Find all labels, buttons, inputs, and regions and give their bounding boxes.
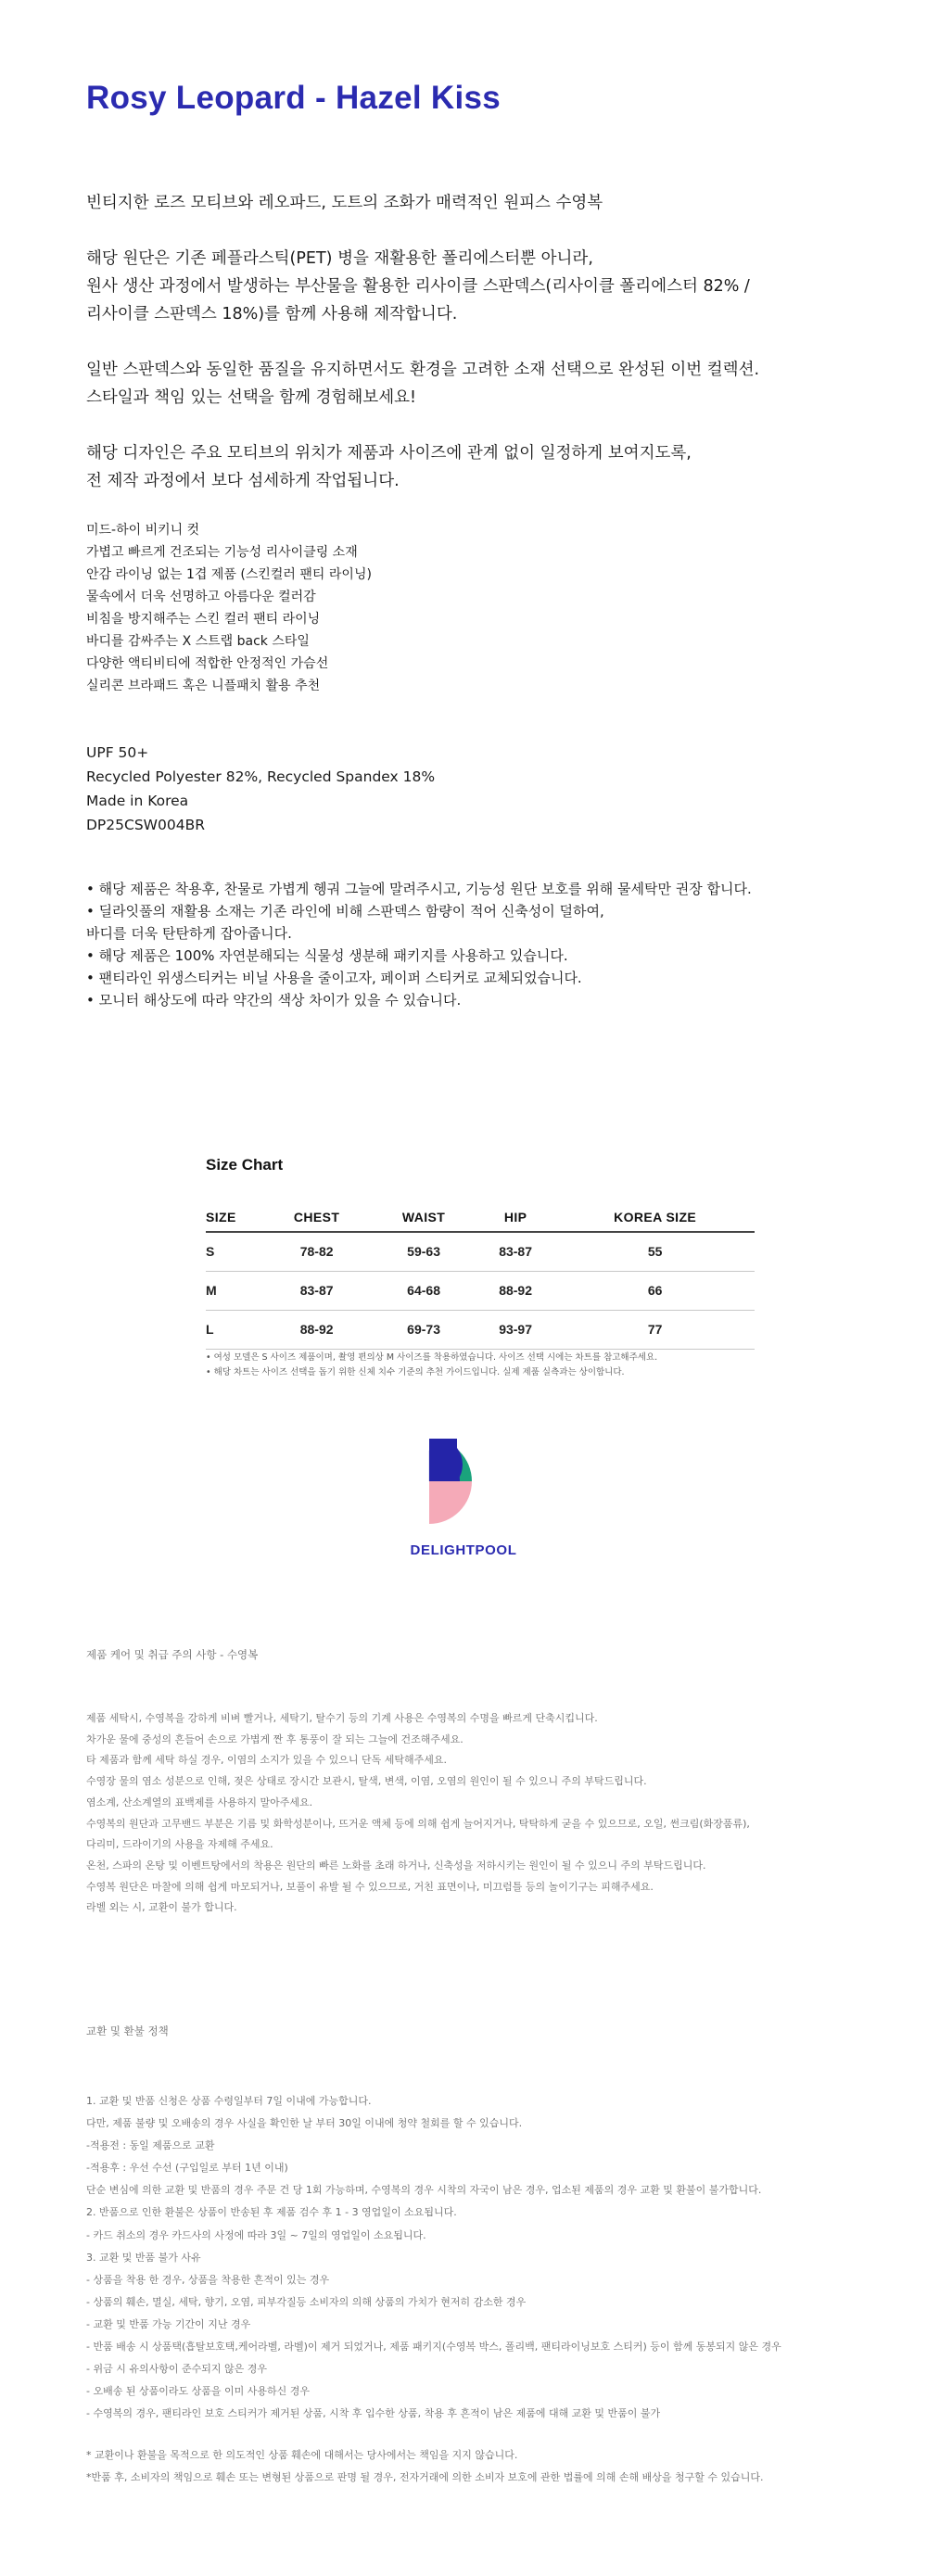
header-size: SIZE xyxy=(206,1202,261,1232)
note-item: 바디를 더욱 탄탄하게 잡아줍니다. xyxy=(86,925,292,942)
feature-item: 다양한 액티비티에 적합한 안정적인 가슴선 xyxy=(86,656,329,671)
disclaimer xyxy=(86,2444,763,2489)
intro-line: 전 제작 과정에서 보다 섬세하게 작업됩니다. xyxy=(86,472,400,490)
exchange-line: -적용후 : 우선 수선 (구입일로 부터 1년 이내) xyxy=(86,2162,288,2175)
exchange-line: - 상품의 훼손, 멸실, 세탁, 향기, 오염, 피부각질등 소비자의 의해 상품의 가치가 현저히 감소한 경우 xyxy=(86,2295,527,2308)
intro-line: 해당 디자인은 주요 모티브의 위치가 제품과 사이즈에 관계 없이 일정하게 보여지도록, xyxy=(86,444,692,463)
intro-paragraph-1 xyxy=(86,189,883,217)
spec-list xyxy=(86,741,435,837)
header-korea-size: KOREA SIZE xyxy=(555,1202,755,1232)
cell-chest: 83-87 xyxy=(261,1271,372,1310)
exchange-heading: 교환 및 환불 정책 xyxy=(86,2024,169,2037)
intro-line: 일반 스판덱스와 동일한 품질을 유지하면서도 환경을 고려한 소재 선택으로 완성된 이번 컬렉션. xyxy=(86,361,760,379)
disclaimer-line: *반품 후, 소비자의 책임으로 훼손 또는 변형된 상품으로 판명 될 경우, 전자거래에 의한 소비자 보호에 관한 법률에 의해 손해 배상을 청구할 수 있습니다. xyxy=(86,2471,764,2483)
table-row xyxy=(206,1271,755,1310)
cell-korea-size: 66 xyxy=(555,1271,755,1310)
exchange-line: - 위금 시 유의사항이 준수되지 않은 경우 xyxy=(86,2363,267,2376)
exchange-line: 3. 교환 및 반품 불가 사유 xyxy=(86,2251,201,2264)
note-item: • 딜라잇풀의 재활용 소재는 기존 라인에 비해 스판덱스 함량이 적어 신축성이 덜하여, xyxy=(86,903,604,920)
exchange-line: 단순 변심에 의한 교환 및 반품의 경우 주문 건 당 1회 가능하며, 수영복의 경우 시착의 자국이 남은 경우, 업소된 제품의 경우 교환 및 환불이 불가합니다. xyxy=(86,2184,762,2197)
exchange-policy xyxy=(86,2090,781,2425)
disclaimer-line: * 교환이나 환불을 목적으로 한 의도적인 상품 훼손에 대해서는 당사에서는 책임을 지지 않습니다. xyxy=(86,2449,518,2461)
exchange-line: - 상품을 착용 한 경우, 상품을 착용한 흔적이 있는 경우 xyxy=(86,2273,330,2286)
intro-paragraph-4 xyxy=(86,439,883,495)
feature-item: 미드-하이 비키니 컷 xyxy=(86,523,200,538)
care-line: 염소계, 산소계열의 표백제를 사용하지 말아주세요. xyxy=(86,1796,313,1808)
logo-pink-shape xyxy=(429,1481,472,1524)
cell-waist: 69-73 xyxy=(372,1310,476,1349)
cell-waist: 59-63 xyxy=(372,1232,476,1271)
feature-item: 물속에서 더욱 선명하고 아름다운 컬러감 xyxy=(86,590,316,604)
brand-name: DELIGHTPOOL xyxy=(410,1542,517,1558)
spec-material: Recycled Polyester 82%, Recycled Spandex 18% xyxy=(86,768,436,785)
feature-item: 가볍고 빠르게 건조되는 기능성 리사이클링 소재 xyxy=(86,545,358,560)
size-chart-title: Size Chart xyxy=(206,1156,284,1174)
cell-size: L xyxy=(206,1310,261,1349)
note-item: • 팬티라인 위생스티커는 비닐 사용을 줄이고자, 페이퍼 스티커로 교체되었습니다. xyxy=(86,970,582,986)
intro-paragraph-2 xyxy=(86,245,883,328)
header-hip: HIP xyxy=(476,1202,555,1232)
feature-list xyxy=(86,519,372,697)
table-row xyxy=(206,1310,755,1349)
exchange-line: 2. 반품으로 인한 환불은 상품이 반송된 후 제품 검수 후 1 - 3 영업일이 소요됩니다. xyxy=(86,2206,457,2219)
feature-item: 비침을 방지해주는 스킨 컬러 팬티 라이닝 xyxy=(86,612,321,627)
intro-line: 빈티지한 로즈 모티브와 레오파드, 도트의 조화가 매력적인 원피스 수영복 xyxy=(86,194,603,212)
care-heading: 제품 케어 및 취급 주의 사항 - 수영복 xyxy=(86,1648,259,1661)
care-line: 라벨 외는 시, 교환이 불가 합니다. xyxy=(86,1901,237,1914)
exchange-line: 다만, 제품 불량 및 오배송의 경우 사실을 확인한 날 부터 30일 이내에 청약 철회를 할 수 있습니다. xyxy=(86,2117,523,2130)
intro-line: 원사 생산 과정에서 발생하는 부산물을 활용한 리사이클 스판덱스(리사이클 폴리에스터 82% / xyxy=(86,277,750,296)
cell-chest: 78-82 xyxy=(261,1232,372,1271)
note-item: • 해당 제품은 100% 자연분해되는 식물성 생분해 패키지를 사용하고 있습니다. xyxy=(86,947,568,964)
note-item: • 해당 제품은 착용후, 찬물로 가볍게 헹궈 그늘에 말려주시고, 기능성 원단 보호를 위해 물세탁만 권장 합니다. xyxy=(86,881,752,897)
intro-line: 해당 원단은 기존 페플라스틱(PET) 병을 재활용한 폴리에스터뿐 아니라, xyxy=(86,249,593,268)
spec-product-code: DP25CSW004BR xyxy=(86,817,205,833)
size-note: • 여성 모델은 S 사이즈 제품이며, 촬영 편의상 M 사이즈를 착용하였습니다. 사이즈 선택 시에는 차트를 참고해주세요. xyxy=(206,1352,658,1363)
feature-item: 실리콘 브라패드 혹은 니플패치 활용 추천 xyxy=(86,679,321,693)
cell-size: S xyxy=(206,1232,261,1271)
care-line: 다리미, 드라이기의 사용을 자제해 주세요. xyxy=(86,1838,273,1851)
header-waist: WAIST xyxy=(372,1202,476,1232)
size-chart-table xyxy=(206,1202,755,1350)
cell-korea-size: 77 xyxy=(555,1310,755,1349)
size-chart-header-row xyxy=(206,1202,755,1232)
cell-hip: 88-92 xyxy=(476,1271,555,1310)
cell-hip: 83-87 xyxy=(476,1232,555,1271)
care-instructions xyxy=(86,1708,750,1919)
exchange-line: - 수영복의 경우, 팬티라인 보호 스티커가 제거된 상품, 시착 후 입수한 상품, 착용 후 흔적이 남은 제품에 대해 교환 및 반품이 불가 xyxy=(86,2407,661,2420)
exchange-line: - 카드 취소의 경우 카드사의 사정에 따라 3일 ~ 7일의 영업일이 소요됩니다. xyxy=(86,2228,426,2241)
cell-hip: 93-97 xyxy=(476,1310,555,1349)
product-title: Rosy Leopard - Hazel Kiss xyxy=(86,80,502,116)
feature-item: 안감 라이닝 없는 1겹 제품 (스킨컬러 팬티 라이닝) xyxy=(86,567,372,582)
exchange-line: - 반품 배송 시 상품택(흡탈보호택,케어라벨, 라벨)이 제거 되었거나, 제품 패키지(수영복 박스, 폴리백, 팬티라이닝보호 스티커) 등이 함께 동봉되지 않은 경우 xyxy=(86,2341,781,2354)
exchange-line: - 오배송 된 상품이라도 상품을 이미 사용하신 경우 xyxy=(86,2385,310,2398)
care-line: 수영복 원단은 마찰에 의해 쉽게 마모되거나, 보풀이 유발 될 수 있으므로, 거친 표면이나, 미끄럼틀 등의 놀이기구는 피해주세요. xyxy=(86,1880,654,1893)
cell-korea-size: 55 xyxy=(555,1232,755,1271)
cell-size: M xyxy=(206,1271,261,1310)
cell-chest: 88-92 xyxy=(261,1310,372,1349)
care-line: 온천, 스파의 온탕 및 이벤트탕에서의 착용은 원단의 빠른 노화를 초래 하거나, 신축성을 저하시키는 원인이 될 수 있으니 주의 부탁드립니다. xyxy=(86,1859,706,1872)
intro-line: 스타일과 책임 있는 선택을 함께 경험해보세요! xyxy=(86,388,417,407)
care-line: 수영장 물의 염소 성분으로 인해, 젖은 상태로 장시간 보관시, 탈색, 변색, 이염, 오염의 원인이 될 수 있으니 주의 부탁드립니다. xyxy=(86,1775,647,1788)
spec-origin: Made in Korea xyxy=(86,793,189,809)
care-line: 수영복의 원단과 고무밴드 부분은 기름 및 화학성분이나, 뜨거운 액체 등에 의해 쉽게 늘어지거나, 탁탁하게 굳을 수 있으므로, 오일, 썬크림(화장품류), xyxy=(86,1817,750,1830)
exchange-line: -적용전 : 동일 제품으로 교환 xyxy=(86,2139,215,2152)
care-line: 제품 세탁시, 수영복을 강하게 비벼 빨거나, 세탁기, 탈수기 등의 기계 사용은 수영복의 수명을 빠르게 단축시킵니다. xyxy=(86,1712,598,1724)
care-line: 타 제품과 함께 세탁 하실 경우, 이염의 소지가 있을 수 있으니 단독 세탁해주세요. xyxy=(86,1754,447,1767)
care-line: 차가운 물에 중성의 흔들어 손으로 가볍게 짠 후 통풍이 잘 되는 그늘에 건조해주세요. xyxy=(86,1732,464,1745)
feature-item: 바디를 감싸주는 X 스트랩 back 스타일 xyxy=(86,634,310,649)
care-notes xyxy=(86,878,752,1011)
exchange-line: 1. 교환 및 반품 신청은 상품 수령일부터 7일 이내에 가능합니다. xyxy=(86,2095,372,2107)
exchange-line: - 교환 및 반품 가능 기간이 지난 경우 xyxy=(86,2317,251,2330)
size-chart-notes xyxy=(206,1351,657,1380)
delightpool-logo-icon xyxy=(422,1431,505,1533)
note-item: • 모니터 해상도에 따라 약간의 색상 차이가 있을 수 있습니다. xyxy=(86,992,462,1009)
size-note: • 해당 차트는 사이즈 선택을 돕기 위한 신체 치수 기준의 추천 가이드입니다. 실제 제품 실측과는 상이합니다. xyxy=(206,1367,625,1377)
table-row xyxy=(206,1232,755,1271)
intro-paragraph-3 xyxy=(86,356,883,412)
intro-line: 리사이클 스판덱스 18%)를 함께 사용해 제작합니다. xyxy=(86,305,458,324)
cell-waist: 64-68 xyxy=(372,1271,476,1310)
spec-upf: UPF 50+ xyxy=(86,744,149,761)
header-chest: CHEST xyxy=(261,1202,372,1232)
